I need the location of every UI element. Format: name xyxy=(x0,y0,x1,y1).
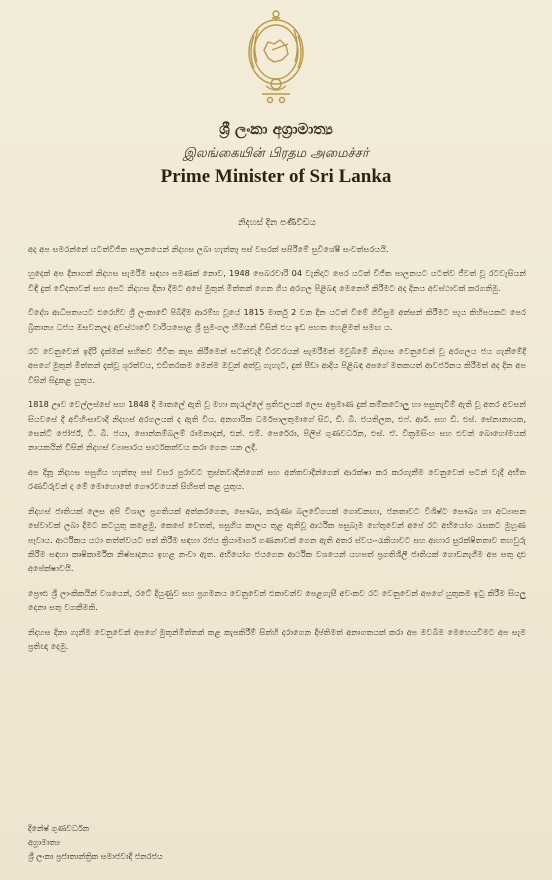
letterhead-tamil: இலங்கையின் பிரதம அமைச்சர் xyxy=(183,146,369,161)
paragraph-7: නිදහස් ජාතියක් ලෙස අපි විශාල ප්‍රගතියක් අත්කරගෙන, සෞඛ්‍ය, කරුණා බලවේගයක් ගොඩනඟා, ජනතාවට විශිෂ්ට සෞඛ්‍ය හා අධ්‍යාපන සේවාවක් ලබා දීමට කටයුතු කළෙමු. කෙසේ වෙතත්, පසුගිය කාලය තුළ ඇතිවූ ආර්ථික පසුබෑම හේතුවෙන් අපේ රට අභියෝග රැසකට මුහුණ පෑවාය. ආර්ථිකය යථා තත්ත්වයට පත් කිරීම සඳහා රජය ක්‍රියාමාර්ග ගණනාවක් ගෙන ඇති අතර ස්වයං-රැකියාවට සහ ආහාර සුරක්ෂිතතාව තහවුරු කිරීම සඳහා කෘෂිකාර්මික නිෂ්පාදනය ඉහළ නංවා ඇත. අභියෝග ජයගෙන ආර්ථික වශයෙන් යහපත් ප්‍රගතිශීලී ජාතියක් ගොඩනැගීම අප සතු දෘඪ අපේක්ෂාවයි. xyxy=(28,505,526,574)
document-title: නිදහස් දින පණිවිඩය xyxy=(238,218,316,228)
paragraph-2: හුදෙක් අප දිනාගත් නිදහස සැමරීම සඳහා පමණක් නොව, 1948 පෙබරවාරි 04 වැනිදාට පෙර යටත් විජිත පාලනයට යටත්ව ජීවත් වූ රටවැසියන් විඳි දුක් වේදනාවන් සහ අපට නිදහස දිනා දීමට අපේ මුතුන් මිත්තන් ගෙන ගිය අරගල පිළිබඳ මෙනෙහි කිරීමට අද දිනය අවස්ථාවක් කරගනිමු. xyxy=(28,268,526,293)
paragraph-4: රට වෙනුවෙන් ඉදිරි දැක්මක් සහිතව ජීවිත කැප කිරීමෙන් සටන්වැදී විරවරයන් සැමරීමත් මවුබිමේ නිදහස වෙනුවෙන් වූ අරගලය ජය ගැනීමේදී අපගේ මුතුන් මිත්තන් දැක්වූ ශූරත්වය, එඩිතරකම මෙන්ම ඔවුන් අත්වූ ගැහැට, දුක් පීඩා ආදිය පිළිබඳ අපගේ මතකයත් ආවර්ජනය කිරීමත් අද දින අප විසින් සිදුකළ යුතුය. xyxy=(28,346,526,385)
paragraph-5: 1818 ඌව වෙල්ලස්සේ සහ 1848 දී මාතලේ ඇති වූ මහා කැරැල්ලේ ප්‍රතිඵලයක් ලෙස අප්‍රමාණ දුක් කම්කටොලු හා පසුතැවීම් ඇති වූ අතර අවසන් සියවසේ දී අවිහිංසාවාදී නිදහස් අරගලයක් ද ඇති විය. අනගාරික ධර්මපාලතුමාගේ සිට, ඩී. බී. ජයතිලක, එෆ්. ආර්. සහ ඩී. එස්. සේනානායක, සෙන්ට් ජෝර්ජ්, ටී. බී. ජයා, පොන්නම්බලම් රාමනාදන්, එන්. එම්. පෙරේරා, පිලිප් ගුණවර්ධන, එස්. ඒ. වික්‍රමසිංහ සහ එවන් බොහෝමයක් නායකයින් විසින් නිදහස් ව්‍යාපාරය සාර්ථකත්වය කරා ගෙන යන ලදී. xyxy=(28,399,526,453)
paragraph-6: අප දිනූ නිදහස පසුගිය හැත්තෑ පස් වසර පුරාවට ත්‍රස්තවාදීන්ගෙන් සහ අන්තවාදීන්ගෙන් ආරක්ෂා කර කරගැනීම වෙනුවෙන් සටන් වැදී අභීත රණවිරුවන් ද මේ මොහොතේ ගෞරවයෙන් සිහිපත් කළ යුතුය. xyxy=(28,466,526,492)
paragraph-3: විදේශ ආධිපත්‍යයට එරෙහිව ශ්‍රී ලංකාවේ පිබිදීම ආරම්භ වූයේ 1815 මාර්තු 2 වන දින යටත් වීමේ ගිවිසුම අත්සන් කිරීමට පැය කිහිපයකට පෙර බ්‍රිතාන්‍ය ධජය ඔසවනලද අවස්ථාවේ වාරියපොළ ශ්‍රී සුමංගල හිමියන් විසින් එය ඉඩ පහත හෙළීමත් සමඟ ය. xyxy=(28,307,526,332)
paragraph-9: නිදහස දිනා ගැනීම වෙනුවෙන් අපගේ මුතුන්මිත්තන් කළ කැපකිරීම් සිත්හි දරාගෙන දීප්තිමත් අනාගතයක් කරා අප මවබිම මෙහෙයවීමට අප සැම ප්‍රතිඥා දෙමු. xyxy=(28,626,526,651)
paragraph-8: ප්‍රෞඪ ශ්‍රී ලාංකිකයින් වශයෙන්, රටේ දියුණුව සහ ප්‍රගමනය වෙනුවෙන් එකාවන්ව පෙළගැසී අවංකව රට වෙනුවෙන් අපගේ යුතුකම ඉටු කිරීම සියලු දෙනා සතු වගකීමකි. xyxy=(28,587,526,613)
signatory-party: ශ්‍රී ලංකා ප්‍රජාතාන්ත්‍රික සමාජවාදී ජනරජය xyxy=(28,852,163,861)
paragraph-1: අද අප සමරන්නේ යටත්විජිත පාලනයෙන් නිදහස ලබා හැත්තෑ පස් වසරක් සපිරීමේ සුවිශේෂී සංවත්සරයයි. xyxy=(28,244,389,254)
letterhead-sinhala: ශ්‍රී ලංකා අග්‍රාමාත්‍ය xyxy=(219,120,333,138)
sri-lanka-emblem-icon xyxy=(244,6,308,106)
letterhead-english: Prime Minister of Sri Lanka xyxy=(160,166,392,187)
signatory-role: අග්‍රාමාත්‍ය xyxy=(28,838,61,847)
signature-block xyxy=(28,822,163,864)
signatory-name: දිනේෂ් ගුණවර්ධන xyxy=(28,824,90,833)
message-body xyxy=(28,218,526,663)
